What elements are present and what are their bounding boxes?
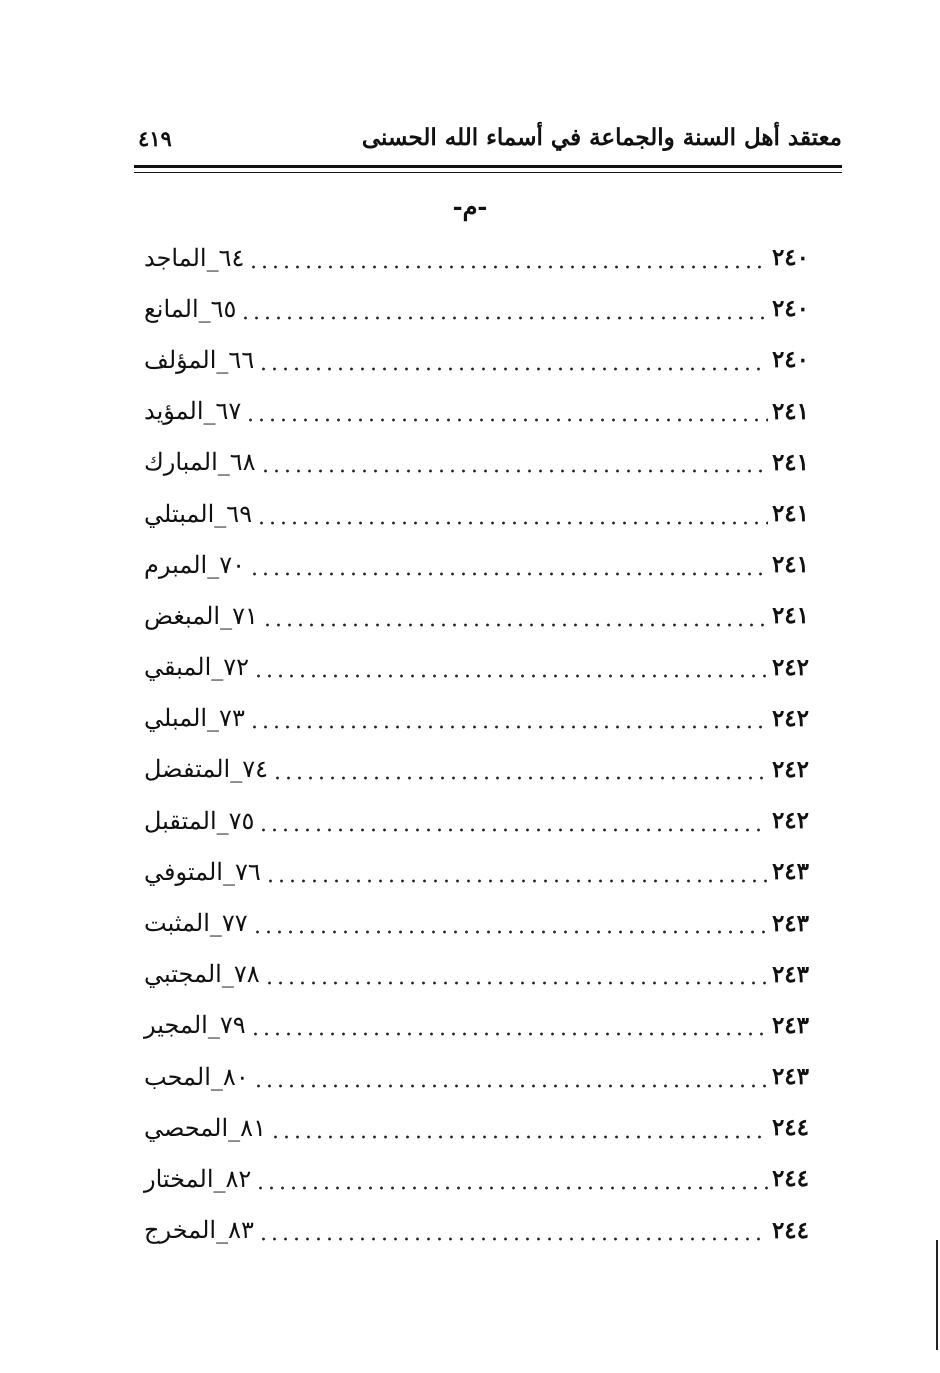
toc-entry-page: ٢٤٤ — [771, 1216, 809, 1244]
dot-leader — [255, 1167, 768, 1191]
toc-entry — [138, 693, 813, 744]
toc-entry — [138, 642, 813, 693]
toc-entry — [138, 846, 813, 897]
toc-entry-page: ٢٤٢ — [771, 704, 809, 732]
toc-entry-page: ٢٤٣ — [771, 909, 809, 937]
dot-leader — [264, 962, 768, 986]
dot-leader — [245, 399, 768, 423]
toc-entry-term: ٧٢_المبقي — [144, 653, 250, 682]
toc-entry-term: ٨٣_المخرج — [144, 1216, 254, 1245]
dot-leader — [256, 502, 768, 526]
toc-entry — [138, 1205, 813, 1256]
toc-entry — [138, 744, 813, 795]
toc-entry — [138, 590, 813, 641]
toc-entry-page: ٢٤١ — [771, 500, 809, 528]
dot-leader — [270, 1116, 768, 1140]
toc-entry-term: ٧٦_المتوفي — [144, 857, 261, 886]
scan-edge-mark — [936, 1240, 938, 1350]
toc-entry-page: ٢٤٠ — [771, 244, 809, 272]
toc-entry — [138, 539, 813, 590]
dot-leader — [262, 604, 768, 628]
toc-entry-page: ٢٤٠ — [771, 346, 809, 374]
toc-entry-term: ٦٨_المبارك — [144, 448, 256, 477]
toc-entry-term: ٦٥_المانع — [144, 294, 237, 323]
dot-leader — [249, 553, 768, 577]
toc-entry-term: ٦٩_المبتلي — [144, 499, 253, 528]
header-rule-thin — [134, 172, 842, 173]
toc-entry-page: ٢٤٣ — [771, 858, 809, 886]
dot-leader — [258, 348, 768, 372]
toc-entry — [138, 949, 813, 1000]
toc-entry-page: ٢٤٠ — [771, 295, 809, 323]
dot-leader — [253, 655, 768, 679]
toc-entry-term: ٦٦_المؤلف — [144, 345, 255, 374]
toc-entry-page: ٢٤١ — [771, 397, 809, 425]
toc-entry — [138, 795, 813, 846]
toc-entry-page: ٢٤١ — [771, 448, 809, 476]
toc-entry — [138, 283, 813, 334]
toc-entry — [138, 1051, 813, 1102]
toc-entry-page: ٢٤١ — [771, 602, 809, 630]
dot-leader — [258, 1218, 768, 1242]
toc-entry-page: ٢٤٢ — [771, 653, 809, 681]
toc-entry-page: ٢٤٤ — [771, 1114, 809, 1142]
toc-entry-term: ٦٤_الماجد — [144, 243, 245, 272]
toc-entry-term: ٧٧_المثبت — [144, 909, 248, 938]
toc-entry-term: ٨٢_المختار — [144, 1164, 252, 1193]
dot-leader — [252, 911, 768, 935]
toc-entry — [138, 488, 813, 539]
toc-entry-term: ٧٣_المبلي — [144, 704, 245, 733]
toc-entry-page: ٢٤١ — [771, 551, 809, 579]
dot-leader — [265, 860, 768, 884]
toc-entry — [138, 1000, 813, 1051]
toc-entry-page: ٢٤٣ — [771, 960, 809, 988]
running-header-title: معتقد أهل السنة والجماعة في أسماء الله الحسنى — [361, 124, 842, 151]
toc-entry-page: ٢٤٣ — [771, 1011, 809, 1039]
toc-entry-term: ٨١_المحصي — [144, 1113, 266, 1142]
dot-leader — [240, 297, 768, 321]
toc-entry — [138, 386, 813, 437]
dot-leader — [253, 1065, 768, 1089]
page-number: ٤١٩ — [138, 126, 172, 151]
toc-entry — [138, 1153, 813, 1204]
toc-entry-page: ٢٤٢ — [771, 755, 809, 783]
toc-entry — [138, 1102, 813, 1153]
toc-entry — [138, 437, 813, 488]
section-letter-heading: -م- — [452, 192, 488, 221]
toc-entry-term: ٧٥_المتقبل — [144, 806, 255, 835]
header-rule-thick — [134, 165, 842, 168]
dot-leader — [248, 246, 768, 270]
dot-leader — [250, 1013, 768, 1037]
toc-entry-term: ٧٠_المبرم — [144, 550, 245, 579]
dot-leader — [272, 757, 768, 781]
dot-leader — [260, 450, 768, 474]
toc-entry-term: ٧٨_المجتبي — [144, 960, 260, 989]
toc-entry — [138, 334, 813, 385]
toc-entry-term: ٧١_المبغض — [144, 601, 258, 630]
dot-leader — [258, 809, 768, 833]
toc-entry-page: ٢٤٤ — [771, 1165, 809, 1193]
table-of-contents — [138, 232, 813, 1256]
toc-entry — [138, 897, 813, 948]
toc-entry-term: ٧٩_المجير — [144, 1011, 246, 1040]
toc-entry-page: ٢٤٢ — [771, 807, 809, 835]
toc-entry-term: ٧٤_المتفضل — [144, 755, 269, 784]
toc-entry-page: ٢٤٣ — [771, 1063, 809, 1091]
dot-leader — [249, 706, 768, 730]
toc-entry-term: ٨٠_المحب — [144, 1062, 249, 1091]
toc-entry — [138, 232, 813, 283]
toc-entry-term: ٦٧_المؤيد — [144, 397, 242, 426]
